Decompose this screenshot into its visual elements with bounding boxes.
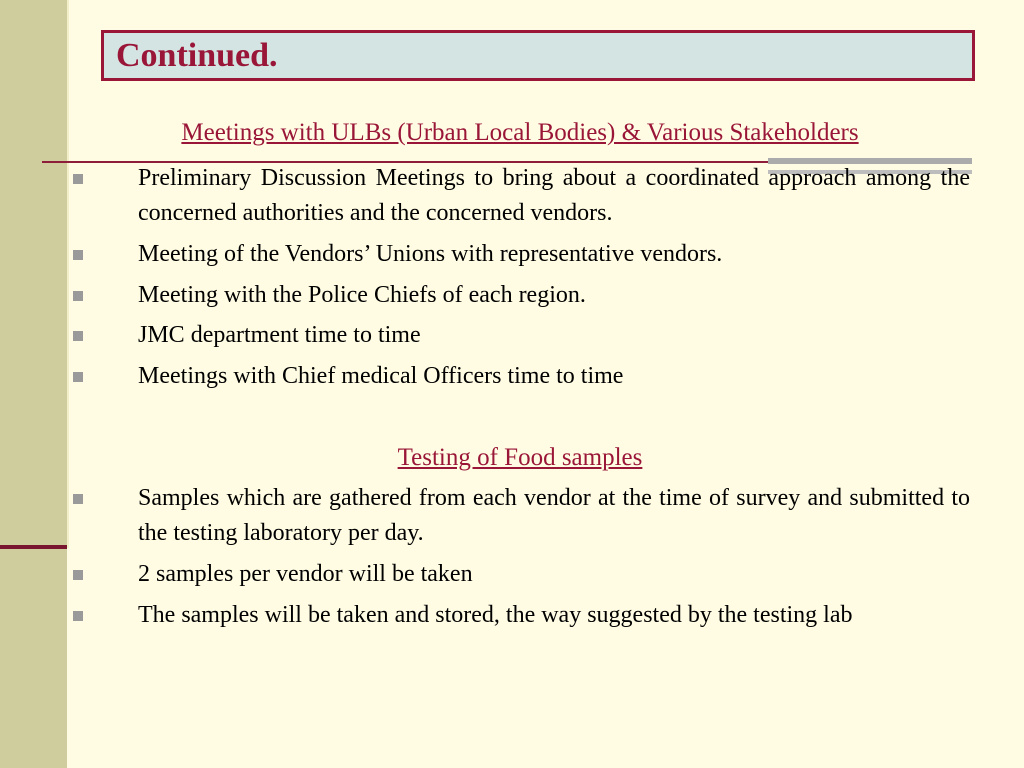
list-item: Meetings with Chief medical Officers time to time bbox=[138, 363, 624, 389]
list-item: Samples which are gathered from each vendor at the time of survey and submitted to the testing laboratory per day. bbox=[138, 485, 970, 546]
square-bullet-icon bbox=[73, 570, 83, 580]
list-item: 2 samples per vendor will be taken bbox=[138, 561, 473, 587]
side-decoration-band bbox=[0, 0, 67, 768]
slide-title: Continued. bbox=[116, 37, 278, 74]
list-item: Preliminary Discussion Meetings to bring about a coordinated approach among the concerned authorities and the concerned vendors. bbox=[138, 165, 970, 226]
title-box bbox=[101, 30, 975, 81]
square-bullet-icon bbox=[73, 494, 83, 504]
square-bullet-icon bbox=[73, 291, 83, 301]
square-bullet-icon bbox=[73, 372, 83, 382]
square-bullet-icon bbox=[73, 331, 83, 341]
square-bullet-icon bbox=[73, 174, 83, 184]
square-bullet-icon bbox=[73, 611, 83, 621]
square-bullet-icon bbox=[73, 250, 83, 260]
list-item: Meeting with the Police Chiefs of each region. bbox=[138, 282, 586, 308]
side-accent-bar bbox=[0, 545, 67, 549]
list-item: JMC department time to time bbox=[138, 322, 421, 348]
section-heading-meetings: Meetings with ULBs (Urban Local Bodies) & Various Stakeholders bbox=[181, 119, 859, 146]
list-item: The samples will be taken and stored, the way suggested by the testing lab bbox=[138, 602, 853, 628]
list-item: Meeting of the Vendors’ Unions with representative vendors. bbox=[138, 241, 723, 267]
section-heading-testing: Testing of Food samples bbox=[397, 444, 643, 471]
